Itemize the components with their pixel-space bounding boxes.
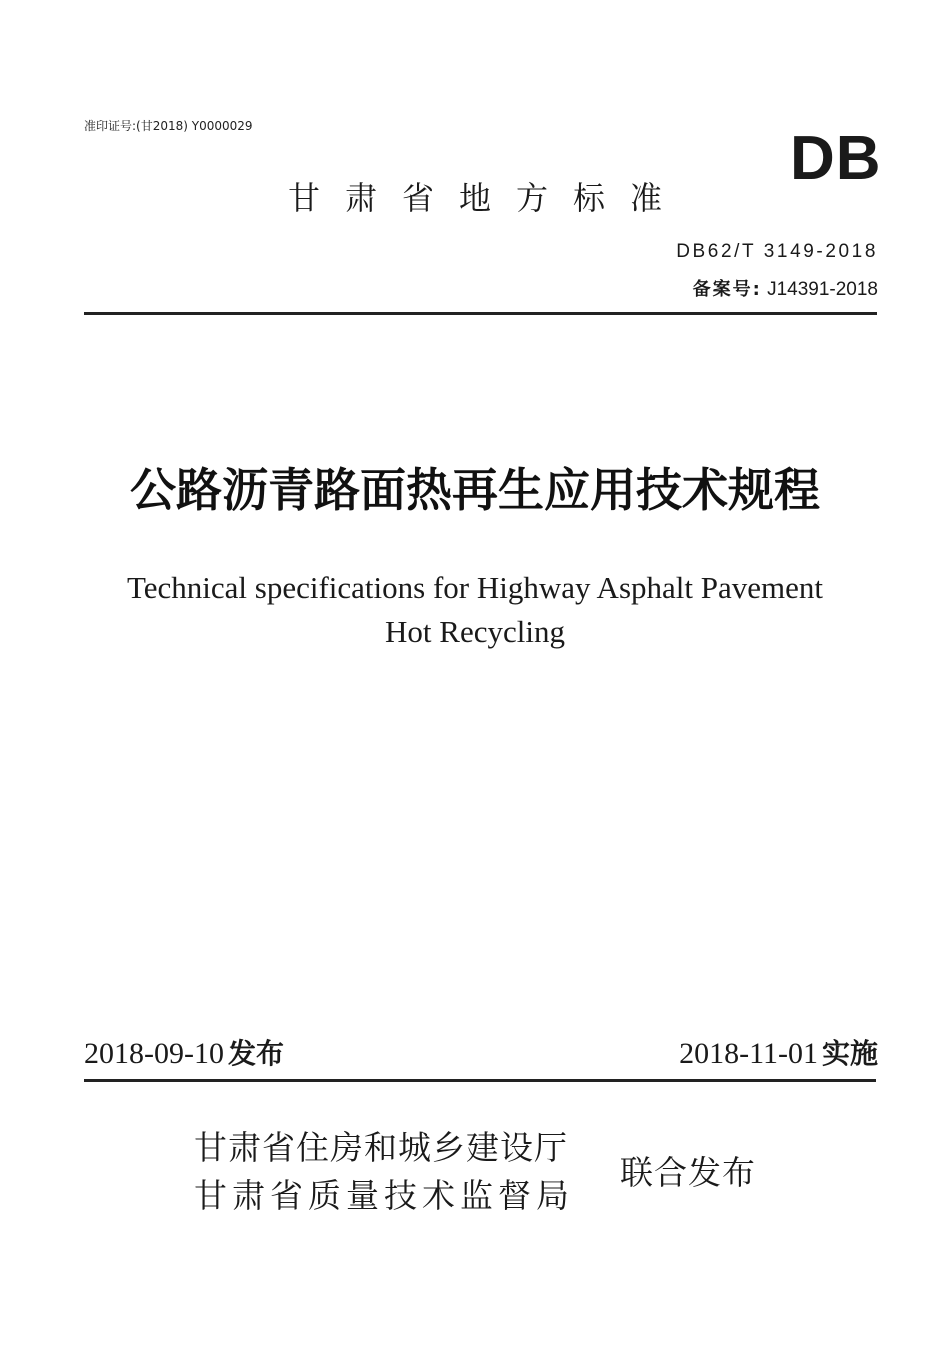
issuer-quality-bureau: 甘肃省质量技术监督局 (194, 1176, 574, 1215)
document-title-english (0, 566, 950, 654)
header-divider (84, 312, 877, 315)
record-number (693, 279, 878, 301)
english-title-line-2: Hot Recycling (385, 614, 565, 649)
print-license-number: 准印证号:(甘2018) Y0000029 (84, 119, 253, 133)
standard-type-heading: 甘肃省地方标准 (288, 179, 688, 217)
issue-date-value: 2018-09-10 (84, 1037, 224, 1070)
implementation-date-label: 实施 (821, 1037, 878, 1070)
footer-divider (84, 1079, 876, 1082)
standard-number: DB62/T 3149-2018 (676, 241, 878, 262)
joint-issue-label: 联合发布 (620, 1153, 756, 1192)
issue-date-label: 发布 (227, 1037, 284, 1070)
record-number-value: J14391-2018 (767, 279, 878, 300)
implementation-date (679, 1036, 878, 1072)
implementation-date-value: 2018-11-01 (679, 1037, 818, 1070)
issue-date (84, 1036, 284, 1072)
issuer-housing-department: 甘肃省住房和城乡建设厅 (194, 1128, 568, 1167)
record-number-label: 备案号: (692, 279, 762, 300)
english-title-line-1: Technical specifications for Highway Asphalt Pavement (127, 570, 823, 605)
issuing-organizations (194, 1124, 574, 1220)
db-standard-mark: DB (790, 124, 882, 193)
document-title-chinese: 公路沥青路面热再生应用技术规程 (130, 463, 820, 517)
